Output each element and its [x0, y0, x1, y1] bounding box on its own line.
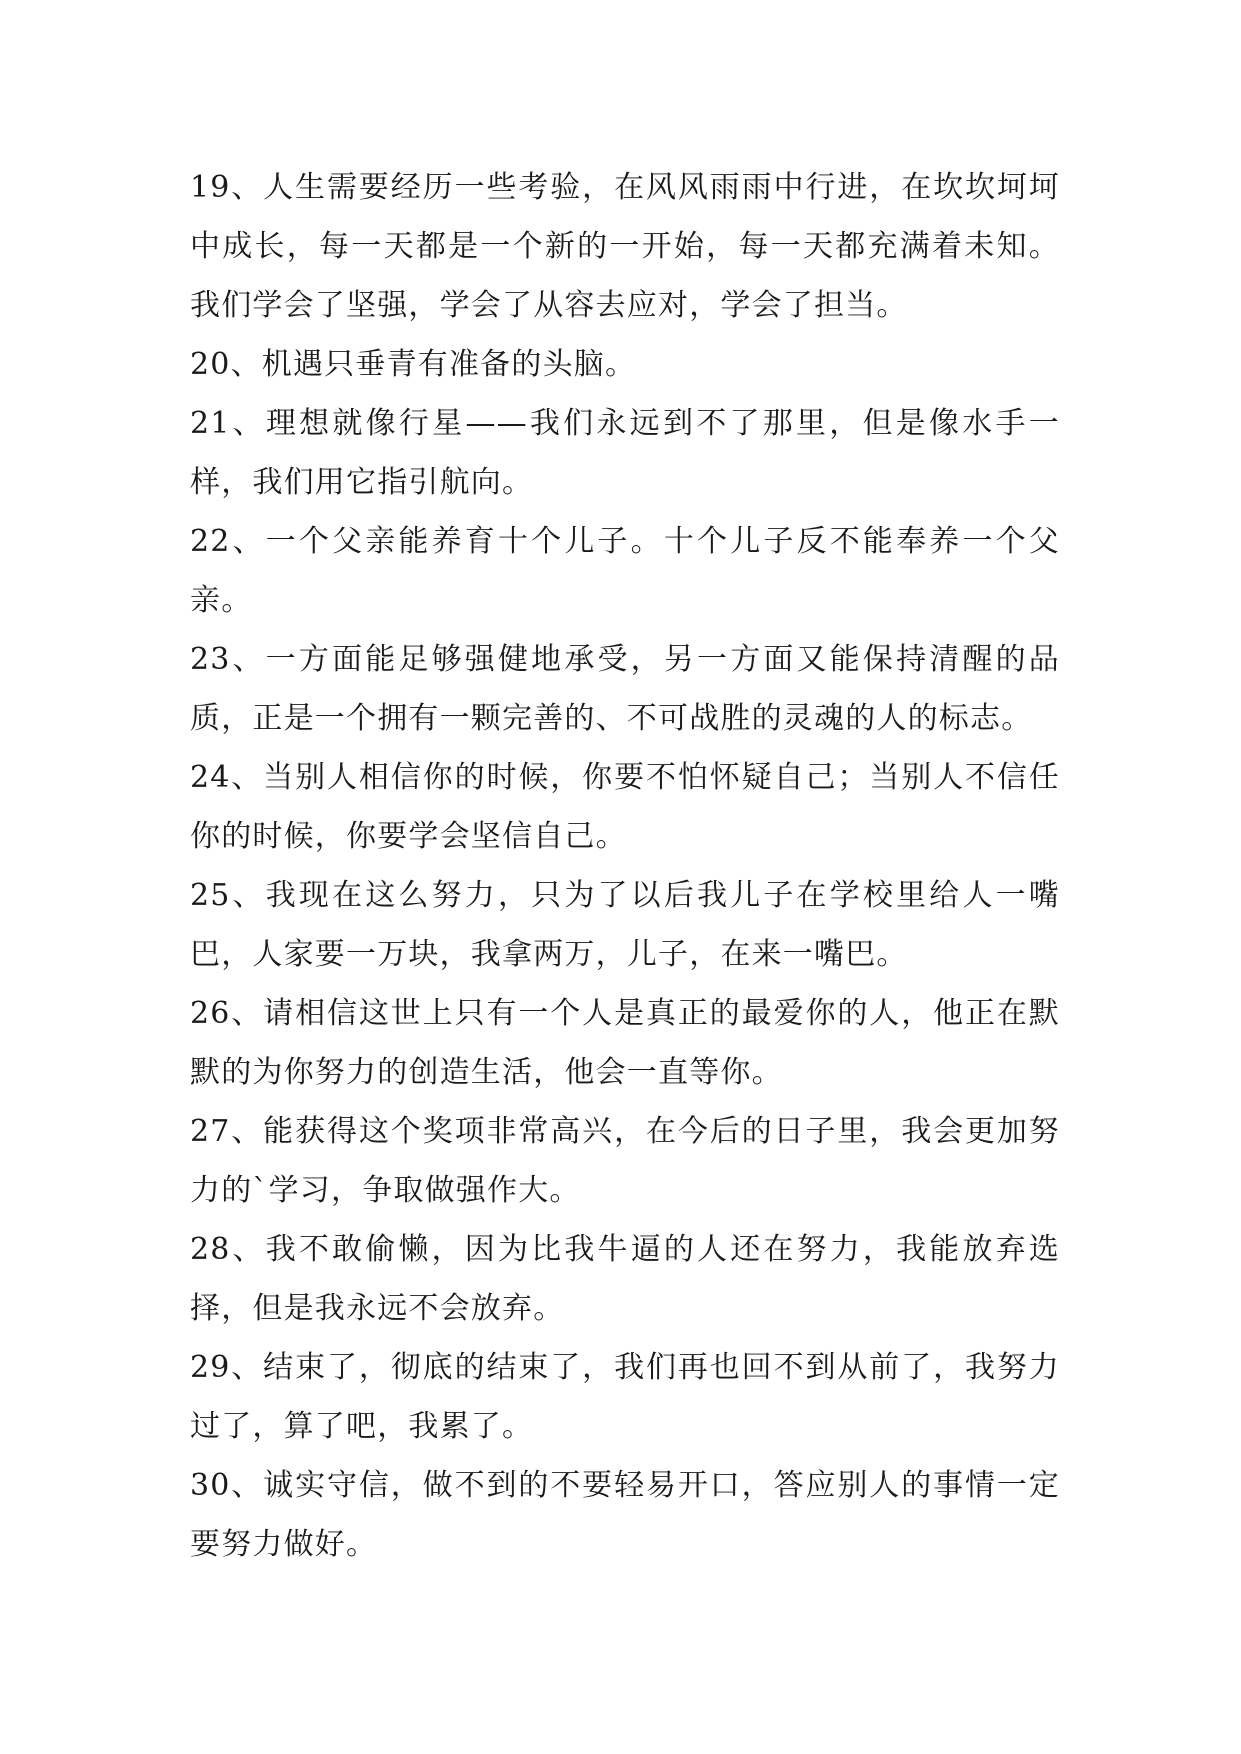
- quote-item-21: 21、理想就像行星——我们永远到不了那里，但是像水手一样，我们用它指引航向。: [190, 406, 1060, 500]
- quote-item-28: 28、我不敢偷懒，因为比我牛逼的人还在努力，我能放弃选择，但是我永远不会放弃。: [190, 1232, 1060, 1326]
- quote-item-24: 24、当别人相信你的时候，你要不怕怀疑自己；当别人不信任你的时候，你要学会坚信自己。: [190, 760, 1060, 854]
- quote-item-30: 30、诚实守信，做不到的不要轻易开口，答应别人的事情一定要努力做好。: [190, 1468, 1060, 1562]
- quote-item-27: 27、能获得这个奖项非常高兴，在今后的日子里，我会更加努力的`学习，争取做强作大。: [190, 1114, 1060, 1208]
- quote-list: [190, 158, 1060, 1574]
- quote-item-29: 29、结束了，彻底的结束了，我们再也回不到从前了，我努力过了，算了吧，我累了。: [190, 1350, 1060, 1444]
- quote-item-19: 19、人生需要经历一些考验，在风风雨雨中行进，在坎坎坷坷中成长，每一天都是一个新的一开始，每一天都充满着未知。我们学会了坚强，学会了从容去应对，学会了担当。: [190, 170, 1060, 323]
- quote-item-25: 25、我现在这么努力，只为了以后我儿子在学校里给人一嘴巴，人家要一万块，我拿两万，儿子，在来一嘴巴。: [190, 878, 1060, 972]
- quote-item-26: 26、请相信这世上只有一个人是真正的最爱你的人，他正在默默的为你努力的创造生活，他会一直等你。: [190, 996, 1060, 1090]
- quote-item-22: 22、一个父亲能养育十个儿子。十个儿子反不能奉养一个父亲。: [190, 524, 1060, 618]
- quote-item-23: 23、一方面能足够强健地承受，另一方面又能保持清醒的品质，正是一个拥有一颗完善的、不可战胜的灵魂的人的标志。: [190, 642, 1060, 736]
- quote-item-20: 20、机遇只垂青有准备的头脑。: [190, 347, 637, 382]
